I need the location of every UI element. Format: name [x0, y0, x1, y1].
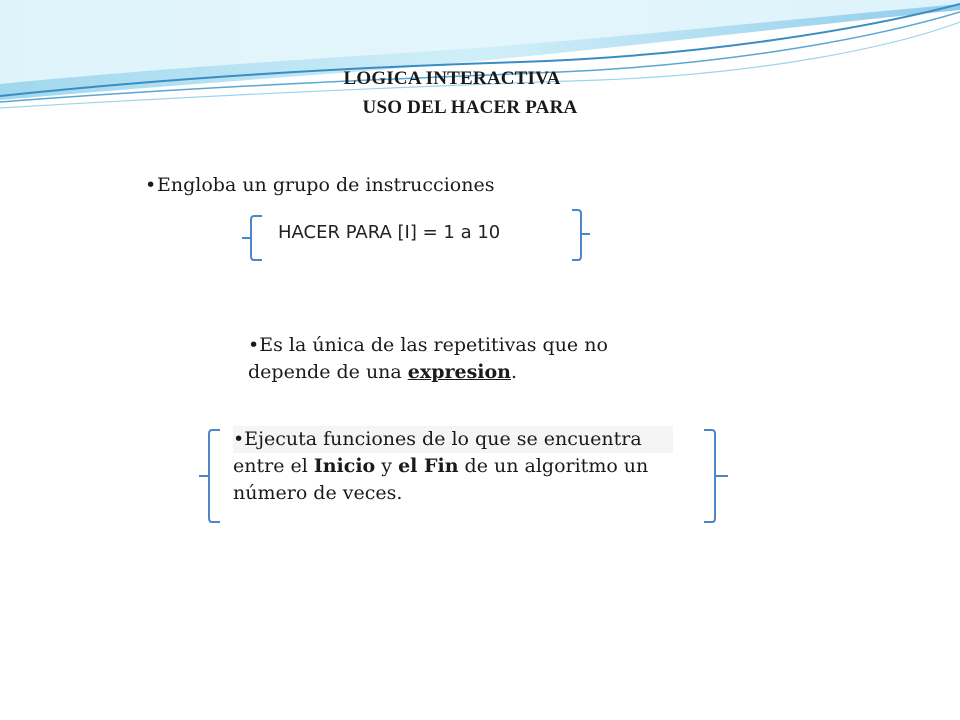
bullet-engloba-text: Engloba un grupo de instrucciones: [157, 174, 495, 196]
emphasis-inicio: Inicio: [313, 455, 376, 477]
bullet-dot-icon: •: [248, 334, 260, 356]
large-right-bracket-icon: [700, 426, 734, 526]
bullet-dot-icon: •: [145, 174, 157, 196]
emphasis-expresion: expresion: [407, 361, 511, 383]
title-line-2: USO DEL HACER PARA: [362, 97, 578, 118]
bullet-ejecuta-line1: Ejecuta funciones de lo que se encuentra: [244, 428, 642, 450]
bullet-unica-line2-pre: depende de una: [248, 361, 408, 383]
bullet-unica-line1: Es la única de las repetitivas que no: [259, 334, 608, 356]
bullet-engloba: [145, 172, 494, 199]
bullet-unica-line2-post: .: [511, 361, 518, 383]
bullet-ejecuta: [233, 426, 673, 526]
emphasis-el-fin: el Fin: [398, 455, 459, 477]
bullet-ejecuta-line2-pre: entre el: [233, 455, 314, 477]
bullet-dot-icon: •: [233, 428, 245, 450]
left-bracket-icon: [240, 212, 270, 264]
right-bracket-icon: [570, 208, 594, 264]
title-line-1: LOGICA INTERACTIVA: [343, 68, 561, 89]
bullet-ejecuta-line3: número de veces.: [233, 482, 403, 504]
bullet-unica: [248, 332, 668, 386]
large-left-bracket-icon: [196, 426, 228, 526]
code-hacer-para: HACER PARA [I] = 1 a 10: [278, 222, 501, 243]
bullet-ejecuta-line2-mid: y: [375, 455, 399, 477]
bullet-ejecuta-line2-post: de un algoritmo un: [458, 455, 649, 477]
